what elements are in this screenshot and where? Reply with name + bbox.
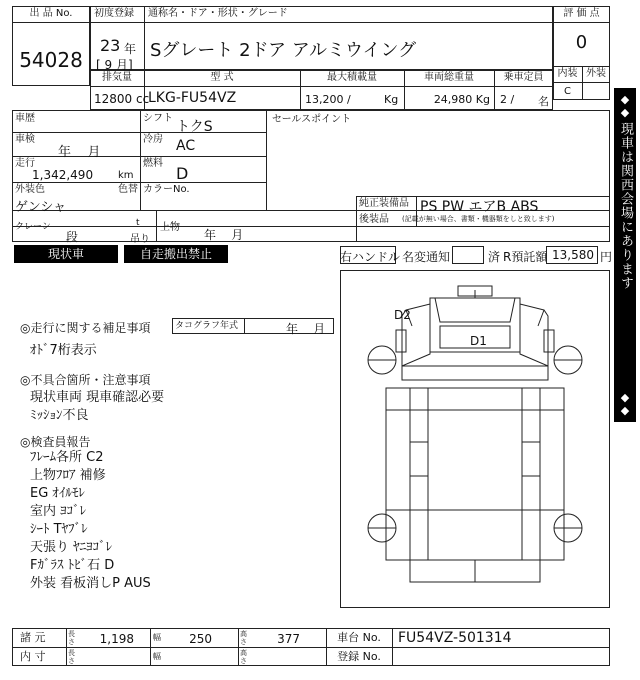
lot-number: 54028 xyxy=(19,48,83,72)
defect-item: ﾐｯｼｮﾝ不良 xyxy=(30,408,89,423)
color-label: 外装色 xyxy=(15,184,45,195)
chassis-value: FU54VZ-501314 xyxy=(398,630,512,646)
tachograph-value: 年 月 xyxy=(286,322,326,336)
diamond-icon: ◆ xyxy=(620,93,630,106)
chassis-label: 車台 No. xyxy=(337,631,381,644)
inspector-item: 室内 ﾖｺﾞﾚ xyxy=(30,504,87,519)
steering-value: 右ハンドル xyxy=(340,250,401,264)
upper-body-label: 上物 xyxy=(160,222,180,233)
diamond-icon: ◆ xyxy=(620,106,630,119)
driving-notes-header: ◎走行に関する補足事項 xyxy=(20,321,151,335)
driving-note: ｵﾄﾞ7桁表示 xyxy=(30,343,97,358)
max-load-unit: Kg xyxy=(384,93,399,106)
location-banner xyxy=(614,88,636,422)
recycle-label: R預託額 xyxy=(503,250,548,264)
inspector-item: ｼｰﾄ Tﾔﾌﾞﾚ xyxy=(30,522,88,537)
mileage-label: 走行 xyxy=(15,158,35,169)
height-value: 377 xyxy=(277,632,300,646)
upper-body-value: 年 月 xyxy=(204,228,244,242)
first-registration-month: [ 9 月] xyxy=(96,58,133,72)
first-registration-label: 初度登録 xyxy=(94,8,134,19)
name-change-box xyxy=(452,246,484,264)
aircon-value: AC xyxy=(176,138,196,154)
interior-grade: C xyxy=(564,86,571,97)
year-unit: 年 xyxy=(124,42,137,56)
crane-label: クレーン xyxy=(15,222,51,232)
inner-width-label: 幅 xyxy=(153,652,161,661)
recycle-status: 済 xyxy=(488,250,501,264)
dimensions-label: 諸 元 xyxy=(20,631,46,644)
first-registration-year: 23 xyxy=(100,36,121,55)
defect-header: ◎不具合箇所・注意事項 xyxy=(20,373,151,387)
fuel-label: 燃料 xyxy=(143,158,163,169)
location-banner-text: 現車は関西会場にあります xyxy=(618,122,633,290)
aircon-label: 冷房 xyxy=(143,134,163,145)
inner-height-label: 高さ xyxy=(240,649,247,665)
defect-item: 現状車両 現車確認必要 xyxy=(30,390,165,405)
inspection-value: 年 月 xyxy=(58,145,101,160)
name-change-label: 名変通知 xyxy=(402,250,451,264)
width-value: 250 xyxy=(189,632,212,646)
max-load-label: 最大積載量 xyxy=(327,72,377,83)
crane-ton: t xyxy=(136,218,140,228)
capacity-value: 2 / xyxy=(500,93,515,106)
color-change-label: 色替 xyxy=(118,184,138,195)
fuel-value: D xyxy=(176,164,189,183)
inspection-label: 車検 xyxy=(15,134,35,145)
max-load-value: 13,200 / xyxy=(305,93,351,106)
length-label: 長さ xyxy=(68,630,75,646)
score-label: 評 価 点 xyxy=(563,8,600,19)
interior-grade-label: 内装 xyxy=(557,68,578,79)
inner-dimensions-label: 内 寸 xyxy=(20,650,46,663)
mileage-value: 1,342,490 xyxy=(32,168,94,182)
diamond-icon: ◆ xyxy=(620,404,630,417)
displacement-value: 12800 cc xyxy=(94,92,150,106)
mileage-unit: km xyxy=(118,170,134,181)
capacity-label: 乗車定員 xyxy=(503,72,544,83)
no-self-drive-badge: 自走搬出禁止 xyxy=(124,245,228,263)
damage-mark-d2: D2 xyxy=(394,308,411,322)
current-car-badge: 現状車 xyxy=(14,245,118,263)
crane-lift: 吊り xyxy=(130,234,150,245)
exterior-grade-label: 外装 xyxy=(586,68,606,79)
history-label: 車歴 xyxy=(15,113,35,124)
registration-label: 登録 No. xyxy=(337,650,381,663)
lot-number-label: 出 品 No. xyxy=(29,8,73,19)
diamond-icon: ◆ xyxy=(620,391,630,404)
equipment-value: PS PW エアB ABS xyxy=(420,199,539,215)
gross-weight-value: 24,980 Kg xyxy=(433,93,490,106)
length-value: 1,198 xyxy=(99,632,134,646)
capacity-unit: 名 xyxy=(538,95,549,108)
grade-label: 通称名・ドア・形状・グレード xyxy=(148,8,288,19)
model-value: LKG-FU54VZ xyxy=(148,90,237,106)
displacement-label: 排気量 xyxy=(102,72,132,83)
aftermarket-note: (記載が無い場合、書類・機器類をしと致します) xyxy=(402,215,555,223)
shift-value: トクS xyxy=(176,119,213,135)
tachograph-label: タコグラフ年式 xyxy=(175,321,239,331)
inspector-item: 外装 看板消しP AUS xyxy=(30,576,151,591)
score-value: 0 xyxy=(575,32,588,53)
truck-diagram xyxy=(340,270,610,608)
equipment-label: 純正装備品 xyxy=(359,198,409,209)
inspector-item: EG ｵｲﾙﾓﾚ xyxy=(30,486,85,501)
inspector-item: 天張り ﾔﾆﾖｺﾞﾚ xyxy=(30,540,113,555)
inspector-item: ﾌﾚｰﾑ各所 C2 xyxy=(30,450,104,465)
sales-point-label: セールスポイント xyxy=(272,114,352,125)
color-value: ゲンシャ xyxy=(15,200,67,215)
color-code-label: カラーNo. xyxy=(143,184,190,195)
inspector-item: 上物ﾌﾛｱ 補修 xyxy=(30,468,106,483)
height-label: 高さ xyxy=(240,630,247,646)
model-label: 型 式 xyxy=(210,72,234,83)
grade-value: Sグレート 2ドア アルミウイング xyxy=(150,40,417,61)
width-label: 幅 xyxy=(153,633,161,642)
damage-mark-d1: D1 xyxy=(470,334,487,348)
shift-label: シフト xyxy=(143,113,173,124)
crane-stage: 段 xyxy=(66,230,79,244)
gross-weight-label: 車両総重量 xyxy=(424,72,474,83)
aftermarket-label: 後装品 xyxy=(359,214,389,225)
inspector-header: ◎検査員報告 xyxy=(20,435,91,449)
recycle-value: 13,580 xyxy=(552,248,594,262)
inspector-item: Fｶﾞﾗｽ ﾄﾋﾞ石 D xyxy=(30,558,115,573)
inner-length-label: 長さ xyxy=(68,649,75,665)
recycle-unit: 円 xyxy=(600,250,613,264)
